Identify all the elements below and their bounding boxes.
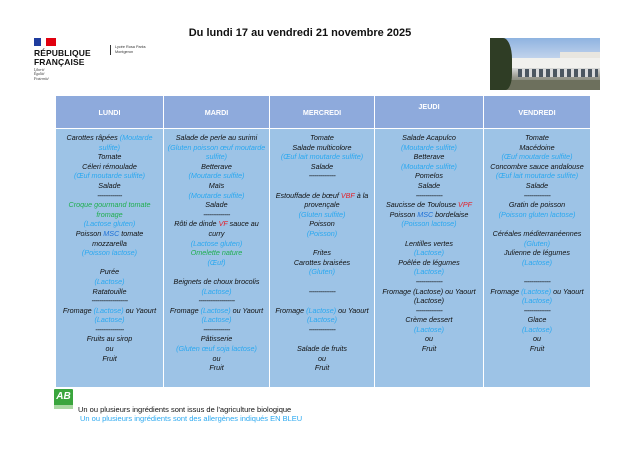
- menu-line: [58, 162, 161, 172]
- bio-legend-text: Un ou plusieurs ingrédients sont issus de l'agriculture biologique: [78, 405, 292, 414]
- menu-line: [377, 325, 481, 335]
- menu-line: [272, 210, 372, 220]
- dish-text: Julienne de légumes: [504, 248, 570, 258]
- menu-line: [486, 162, 588, 172]
- agriculture-bio-logo-icon: [54, 389, 73, 409]
- menu-line: [58, 152, 161, 162]
- dish-text: Betterave: [413, 152, 445, 162]
- dish-text: Rôti de dinde: [174, 219, 219, 229]
- menu-line: [58, 267, 161, 277]
- menu-line: [166, 133, 267, 143]
- day-header-mercredi: MERCREDI: [270, 96, 375, 129]
- dish-text: Céleri rémoulade: [82, 161, 137, 171]
- msc-label: MSC: [417, 209, 434, 219]
- dish-text: Tomate: [97, 152, 122, 162]
- dish-text: Lentilles vertes: [405, 238, 453, 248]
- menu-line: [486, 229, 588, 239]
- menu-line: [486, 258, 588, 268]
- dish-text: Frites: [313, 248, 331, 258]
- dish-text: Ratatouille: [92, 286, 127, 296]
- allergen-text: (Lactose): [414, 267, 444, 277]
- menu-line: [58, 200, 161, 219]
- menu-line: [377, 277, 481, 287]
- menu-line: [377, 133, 481, 143]
- allergen-text: (Gluten sulfite): [298, 209, 346, 219]
- menu-cell-vendredi: [484, 129, 591, 388]
- menu-line: [166, 296, 267, 306]
- allergen-text: (Moutarde sulfite): [98, 133, 153, 152]
- menu-line: [272, 344, 372, 354]
- dish-text: tomate mozzarella: [92, 228, 144, 248]
- motto-egalite: Égalité: [34, 72, 45, 77]
- allergen-text: (Gluten): [524, 238, 550, 248]
- separator: --------------: [415, 190, 443, 200]
- school-name-line1: Lycée Rosa Parks: [115, 45, 146, 49]
- menu-line: [486, 277, 588, 287]
- dish-text: Poisson: [389, 209, 418, 219]
- dish-text: Estouffade de bœuf: [275, 190, 341, 200]
- dish-text: à la provençale: [304, 190, 369, 210]
- dish-text: Gratin de poisson: [508, 200, 566, 210]
- dish-text: Fromage: [275, 305, 307, 315]
- menu-line: [166, 219, 267, 238]
- dish-text: Salade Acapulco: [402, 133, 456, 142]
- dish-text: Salade de fruits: [297, 344, 347, 354]
- menu-line: [486, 143, 588, 153]
- dish-text: Tomate: [310, 133, 334, 142]
- dish-text: Pomelos: [415, 171, 443, 181]
- dish-text: ou Yaourt: [336, 305, 369, 315]
- dish-text: Concombre sauce andalouse: [490, 161, 584, 171]
- allergen-text: (Moutarde sulfite): [188, 171, 245, 181]
- dish-text: Fruit: [102, 353, 117, 363]
- menu-line: [58, 219, 161, 229]
- menu-line: [377, 344, 481, 354]
- separator: --------------: [523, 276, 551, 286]
- allergen-text: (Moutarde sulfite): [401, 142, 457, 152]
- dish-text: ou Yaourt: [551, 286, 584, 296]
- menu-line: [486, 181, 588, 191]
- menu-line: [272, 191, 372, 210]
- menu-line: [58, 229, 161, 248]
- dish-text: Macédoine: [519, 142, 555, 152]
- separator: --------------: [203, 324, 230, 334]
- menu-line: [166, 239, 267, 249]
- dish-text: sauce au curry: [208, 219, 259, 238]
- allergen-text: (Lactose): [414, 324, 444, 334]
- menu-line: [166, 191, 267, 201]
- menu-line: [486, 248, 588, 258]
- menu-line: [58, 277, 161, 287]
- menu-line: [377, 267, 481, 277]
- menu-line: [486, 191, 588, 201]
- dish-text: Poisson: [309, 219, 335, 229]
- menu-line: [58, 258, 161, 268]
- separator: --------------: [415, 276, 443, 286]
- menu-line: [272, 258, 372, 268]
- menu-line: [272, 334, 372, 344]
- menu-line: [377, 287, 481, 297]
- msc-label: MSC: [103, 228, 120, 238]
- dish-text: ou: [212, 353, 221, 363]
- dish-text: Fromage: [490, 286, 522, 296]
- allergen-text: (Œuf lait moutarde sulfite): [495, 171, 579, 181]
- school-name: [110, 45, 146, 55]
- allergen-text: (Lactose): [94, 315, 125, 325]
- allergen-text: (Gluten poisson œuf moutarde sulfite): [167, 142, 266, 162]
- separator: --------------: [203, 209, 230, 219]
- day-header-lundi: LUNDI: [56, 96, 164, 129]
- menu-line: [486, 344, 588, 354]
- dish-text: ou: [533, 334, 541, 344]
- menu-line: [272, 248, 372, 258]
- menu-line: [377, 171, 481, 181]
- allergen-text: (Gluten œuf soja lactose): [176, 344, 257, 354]
- menu-line: [486, 239, 588, 249]
- menu-line: [377, 248, 481, 258]
- dish-text: Salade: [310, 161, 334, 171]
- menu-line: [166, 258, 267, 268]
- dish-text: ou: [105, 344, 114, 354]
- menu-line: [272, 277, 372, 287]
- republic-label-line1: RÉPUBLIQUE: [34, 48, 91, 58]
- separator: -------------: [97, 190, 122, 200]
- menu-line: [58, 306, 161, 316]
- menu-line: [166, 306, 267, 316]
- allergen-text: (Lactose): [307, 315, 337, 325]
- separator: ---------------: [95, 324, 124, 334]
- menu-line: [272, 315, 372, 325]
- menu-line: [486, 133, 588, 143]
- menu-line: [377, 162, 481, 172]
- menu-line: [377, 315, 481, 325]
- menu-line: [166, 363, 267, 373]
- dish-text: ou Yaourt: [123, 305, 157, 315]
- dish-text: Salade: [417, 180, 441, 190]
- day-header-mardi: MARDI: [164, 96, 270, 129]
- menu-line: [272, 181, 372, 191]
- allergen-text: (Œuf lait moutarde sulfite): [280, 152, 364, 162]
- menu-line: [166, 171, 267, 181]
- allergen-text: (Lactose): [94, 276, 125, 286]
- menu-line: [272, 306, 372, 316]
- menu-cell-lundi: [56, 129, 164, 388]
- allergen-text: (Lactose): [200, 305, 231, 315]
- dish-text: Glace: [527, 315, 547, 325]
- menu-cell-mercredi: [270, 129, 375, 388]
- menu-line: [166, 210, 267, 220]
- menu-line: [272, 133, 372, 143]
- bio-logo-text: AB: [56, 391, 71, 402]
- dish-text: ou: [318, 353, 326, 363]
- menu-line: [272, 287, 372, 297]
- separator: --------------: [308, 286, 336, 296]
- menu-line: [58, 315, 161, 325]
- dish-text: Maïs: [208, 180, 225, 190]
- dish-text: Salade multicolore: [292, 142, 352, 152]
- menu-line: [272, 162, 372, 172]
- dish-text: Fruit: [529, 344, 545, 354]
- menu-line: [58, 191, 161, 201]
- menu-line: [486, 306, 588, 316]
- menu-line: [58, 181, 161, 191]
- separator: -------------------: [91, 296, 128, 306]
- dish-text: Poêlée de légumes: [398, 257, 460, 267]
- dish-text: Fruit: [314, 363, 330, 373]
- menu-line: [377, 258, 481, 268]
- weekly-menu-table: [55, 95, 591, 388]
- menu-line: [486, 267, 588, 277]
- allergen-text: (Poisson lactose): [401, 219, 457, 229]
- separator: --------------: [415, 305, 443, 315]
- menu-line: [166, 344, 267, 354]
- french-flag-icon: [34, 38, 56, 46]
- day-header-vendredi: VENDREDI: [484, 96, 591, 129]
- menu-line: [272, 229, 372, 239]
- menu-line: [272, 219, 372, 229]
- dish-text: Salade: [525, 180, 549, 190]
- menu-line: [377, 143, 481, 153]
- allergen-text: (Lactose): [521, 286, 552, 296]
- menu-line: [377, 200, 481, 210]
- allergen-text: (Lactose): [93, 305, 124, 315]
- motto-liberte: Liberté: [34, 68, 45, 72]
- dish-text: Purée: [99, 267, 120, 277]
- menu-line: [166, 200, 267, 210]
- menu-line: [58, 296, 161, 306]
- menu-line: [166, 334, 267, 344]
- dish-text: Poisson: [75, 228, 104, 238]
- dish-text: Fromage: [62, 305, 94, 315]
- allergen-text: (Lactose gluten): [83, 219, 136, 229]
- motto-fraternite: Fraternité: [34, 76, 49, 81]
- menu-cell-jeudi: [375, 129, 484, 388]
- origin-label: VBF: [340, 190, 355, 200]
- dish-text: Tomate: [525, 133, 549, 142]
- dish-text: ou Yaourt: [230, 305, 264, 315]
- menu-line: [166, 267, 267, 277]
- origin-label: VF: [218, 219, 228, 229]
- allergen-text: (Lactose): [522, 296, 552, 306]
- dish-text: Beignets de choux brocolis: [173, 276, 260, 286]
- dish-text: Fruit: [209, 363, 224, 373]
- menu-line: [272, 171, 372, 181]
- republic-motto: [34, 68, 49, 81]
- dish-text: Fromage: [169, 305, 201, 315]
- dish-text: Salade de perle au surimi: [175, 133, 258, 142]
- menu-line: [377, 306, 481, 316]
- allergen-text: (Poisson gluten lactose): [498, 209, 576, 219]
- menu-line: [272, 152, 372, 162]
- origin-label: VPF: [458, 200, 473, 210]
- menu-line: [377, 334, 481, 344]
- menu-row: [56, 129, 591, 388]
- menu-line: [166, 181, 267, 191]
- allergen-text: (Lactose): [522, 324, 552, 334]
- allergen-text: (Lactose gluten): [190, 238, 243, 248]
- dish-text: ou: [425, 334, 433, 344]
- allergen-text: (Lactose): [306, 305, 337, 315]
- dish-text: Crème dessert: [405, 315, 453, 325]
- dish-text: Fruit: [421, 344, 437, 354]
- dish-text: Carottes braisées: [293, 257, 351, 267]
- menu-line: [166, 325, 267, 335]
- allergen-text: (Lactose): [522, 257, 552, 267]
- allergen-text: (Œuf moutarde sulfite): [73, 171, 146, 181]
- menu-line: [272, 363, 372, 373]
- menu-line: [166, 162, 267, 172]
- menu-line: [486, 200, 588, 210]
- menu-line: [377, 219, 481, 229]
- allergen-text: (Poisson): [306, 228, 338, 238]
- menu-line: [486, 334, 588, 344]
- dish-text: bordelaise: [433, 209, 469, 219]
- dish-text: Carottes râpées: [66, 133, 120, 142]
- allergen-text: (Gluten): [309, 267, 335, 277]
- menu-line: [166, 315, 267, 325]
- dish-text: Salade: [205, 200, 228, 210]
- separator: --------------: [308, 324, 336, 334]
- school-photo: [490, 38, 600, 90]
- menu-line: [58, 325, 161, 335]
- menu-line: [58, 354, 161, 364]
- separator: --------------: [523, 190, 551, 200]
- allergen-text: (Poisson lactose): [81, 248, 138, 258]
- menu-line: [377, 181, 481, 191]
- menu-line: [486, 152, 588, 162]
- dish-text: Saucisse de Toulouse: [385, 200, 459, 210]
- menu-line: [58, 171, 161, 181]
- menu-line: [377, 239, 481, 249]
- dish-text: Fromage (Lactose) ou Yaourt: [382, 286, 476, 296]
- separator: --------------: [523, 305, 551, 315]
- allergen-text: (Moutarde sulfite): [401, 161, 457, 171]
- day-header-jeudi: JEUDI: [375, 96, 484, 129]
- menu-line: [272, 143, 372, 153]
- allergen-legend-text: Un ou plusieurs ingrédients sont des allergènes indiqués EN BLEU: [80, 414, 303, 423]
- menu-line: [377, 229, 481, 239]
- dish-text: Pâtisserie: [200, 334, 233, 344]
- allergen-text: (Lactose): [414, 248, 444, 258]
- menu-line: [272, 325, 372, 335]
- dish-text: Salade: [98, 180, 121, 190]
- menu-line: [486, 219, 588, 229]
- menu-line: [486, 287, 588, 297]
- dish-text: Fruits au sirop: [86, 334, 133, 344]
- menu-line: [166, 143, 267, 162]
- menu-line: [166, 287, 267, 297]
- dish-text: Betterave: [201, 161, 232, 171]
- separator: -------------------: [198, 296, 235, 306]
- menu-line: [166, 277, 267, 287]
- bio-dish-text: Croque gourmand tomate fromage: [68, 200, 151, 219]
- menu-line: [486, 171, 588, 181]
- page-title: Du lundi 17 au vendredi 21 novembre 2025: [188, 27, 412, 39]
- menu-line: [486, 315, 588, 325]
- menu-line: [272, 354, 372, 364]
- menu-line: [58, 287, 161, 297]
- menu-line: [377, 210, 481, 220]
- menu-line: [272, 239, 372, 249]
- allergen-text: (Moutarde sulfite): [188, 190, 245, 200]
- republic-label-line2: FRANÇAISE: [34, 57, 85, 67]
- menu-line: [377, 296, 481, 306]
- menu-line: [486, 210, 588, 220]
- menu-line: [58, 344, 161, 354]
- allergen-text: (Œuf moutarde sulfite): [501, 152, 573, 162]
- school-city: Montgeron: [115, 50, 134, 54]
- menu-line: [272, 267, 372, 277]
- menu-line: [377, 152, 481, 162]
- menu-line: [486, 325, 588, 335]
- day-header-row: [56, 96, 591, 129]
- menu-line: [58, 334, 161, 344]
- allergen-text: (Œuf): [207, 257, 226, 267]
- dish-text: Céréales méditerranéennes: [492, 228, 582, 238]
- allergen-text: (Lactose): [201, 315, 232, 325]
- menu-line: [58, 133, 161, 152]
- menu-line: [272, 296, 372, 306]
- separator: --------------: [308, 171, 336, 181]
- menu-line: [377, 191, 481, 201]
- bio-dish-text: Omelette nature: [190, 248, 243, 258]
- allergen-text: (Lactose): [201, 286, 232, 296]
- menu-line: [58, 248, 161, 258]
- menu-line: [166, 248, 267, 258]
- menu-line: [166, 354, 267, 364]
- menu-line: [486, 296, 588, 306]
- dish-text: (Lactose): [414, 296, 444, 306]
- menu-cell-mardi: [164, 129, 270, 388]
